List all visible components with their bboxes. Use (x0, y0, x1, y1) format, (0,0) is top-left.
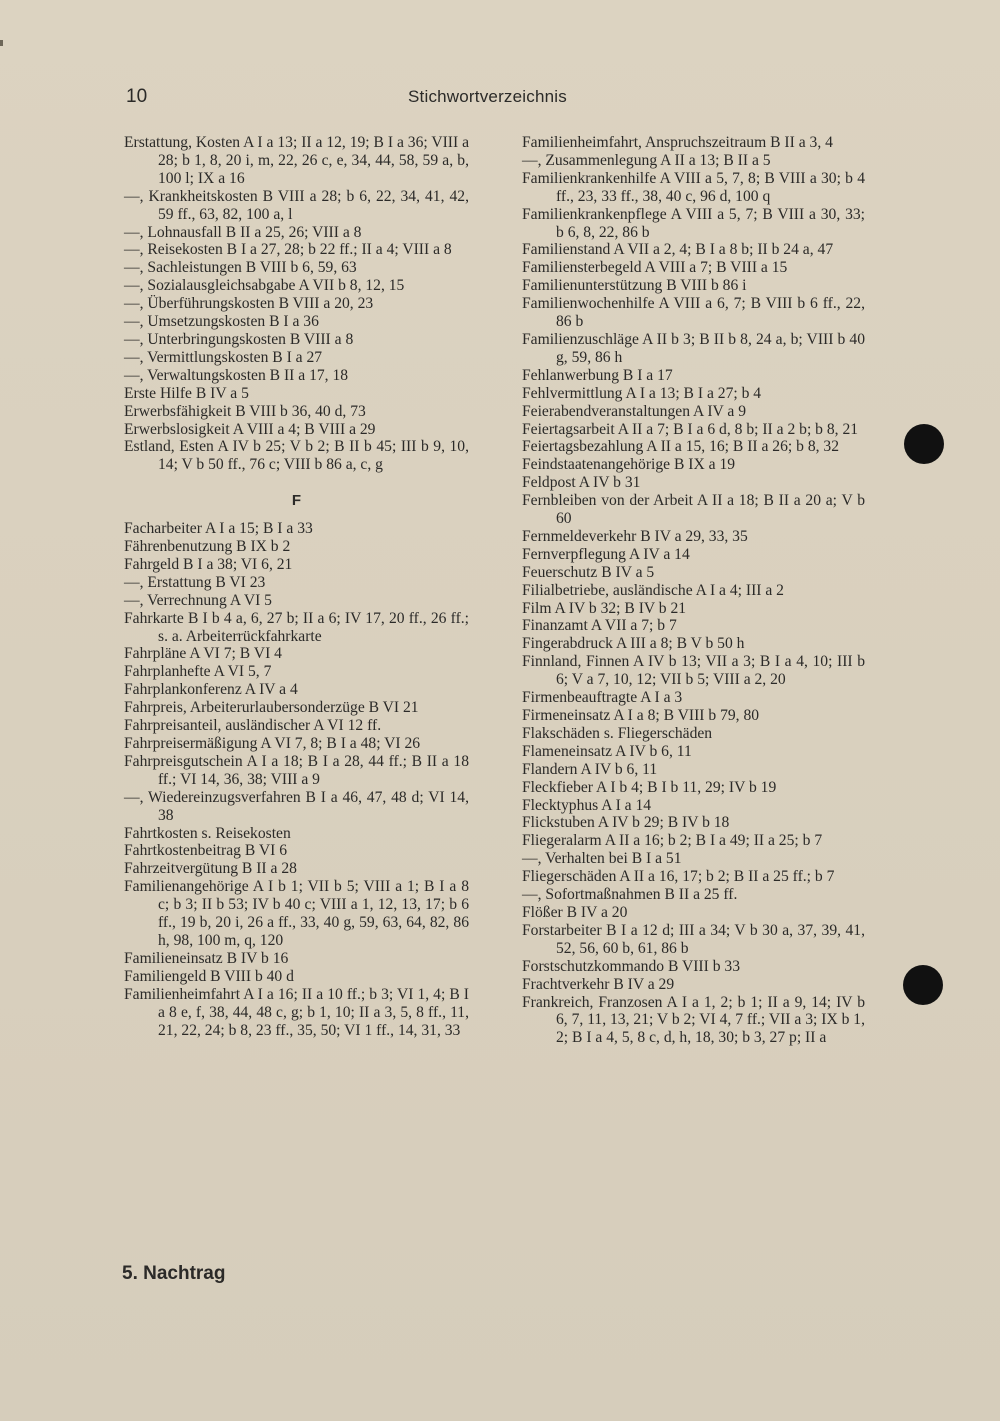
index-entry: Feiertagsbezahlung A II a 15, 16; B II a 26; b 8, 32 (522, 438, 840, 456)
index-entry: Frankreich, Franzosen A I a 1, 2; b 1; II a 9, 14; IV b 6, 7, 11, 13, 21; V b 2; VI 4, 7 ff.; VII a 3; IX b 1, 2; B I a 4, 5, 8 c, d, h, 18, 30; b 3, 27 p; II a (522, 993, 865, 1047)
index-entry: Familiensterbegeld A VIII a 7; B VIII a 15 (522, 259, 788, 277)
index-entry: Feindstaatenangehörige B IX a 19 (522, 456, 736, 474)
index-entry: —, Reisekosten B I a 27, 28; b 22 ff.; II a 4; VIII a 8 (124, 241, 452, 259)
index-entry: Fliegerschäden A II a 16, 17; b 2; B II a 25 ff.; b 7 (522, 868, 835, 886)
index-entry: Familieneinsatz B IV b 16 (124, 949, 289, 967)
index-entry: Familiengeld B VIII b 40 d (124, 967, 294, 985)
index-entry: Fahrpreisermäßigung A VI 7, 8; B I a 48; VI 26 (124, 735, 421, 752)
index-entry: Fahrpreisgutschein A I a 18; B I a 28, 44 ff.; B II a 18 ff.; VI 14, 36, 38; VIII a 9 (124, 752, 469, 788)
running-head: Stichwortverzeichnis (408, 87, 567, 106)
index-entry: Erwerbslosigkeit A VIII a 4; B VIII a 29 (124, 420, 376, 438)
index-entry: —, Sachleistungen B VIII b 6, 59, 63 (124, 259, 357, 277)
index-column-left (124, 134, 469, 1039)
index-entry: Fahrtkostenbeitrag B VI 6 (124, 842, 287, 860)
index-entry: —, Wiedereinzugsverfahren B I a 46, 47, 48 d; VI 14, 38 (124, 788, 469, 824)
index-entry: Fahrpreis, Arbeiterurlaubersonderzüge B VI 21 (124, 699, 419, 717)
index-entry: Fahrgeld B I a 38; VI 6, 21 (124, 555, 293, 573)
index-entry: Estland, Esten A IV b 25; V b 2; B II b 45; III b 9, 10, 14; V b 50 ff., 76 c; VIII b 86 a, c, g (124, 438, 469, 474)
index-column-right (522, 134, 865, 1047)
footer-label: 5. Nachtrag (122, 1263, 226, 1284)
index-entry: Flickstuben A IV b 29; B IV b 18 (522, 814, 730, 832)
index-entry: Erste Hilfe B IV a 5 (124, 384, 249, 402)
index-entry: Fahrpläne A VI 7; B VI 4 (124, 645, 282, 663)
index-entry: Fahrpreisanteil, ausländischer A VI 12 ff. (124, 717, 382, 735)
index-entry: Feuerschutz B IV a 5 (522, 563, 655, 581)
index-entry: Fernverpflegung A IV a 14 (522, 545, 690, 563)
index-entry: Feldpost A IV b 31 (522, 474, 641, 492)
index-entry: Finanzamt A VII a 7; b 7 (522, 617, 677, 635)
index-entry: Familienkrankenpflege A VIII a 5, 7; B VIII a 30, 33; b 6, 8, 22, 86 b (522, 205, 865, 241)
index-entry: Flößer B IV a 20 (522, 903, 628, 921)
index-entry: —, Sofortmaßnahmen B II a 25 ff. (522, 886, 738, 904)
index-entry: Flandern A IV b 6, 11 (522, 760, 658, 778)
index-entry: Fernbleiben von der Arbeit A II a 18; B II a 20 a; V b 60 (522, 492, 865, 528)
index-entry: Erstattung, Kosten A I a 13; II a 12, 19; B I a 36; VIII a 28; b 1, 8, 20 i, m, 22, 26 c, e, 34, 44, 58, 59 a, b, 100 l; IX a 16 (124, 134, 469, 187)
index-entry: Film A IV b 32; B IV b 21 (522, 599, 687, 617)
index-entry: Forstarbeiter B I a 12 d; III a 34; V b 30 a, 37, 39, 41, 52, 56, 60 b, 61, 86 b (522, 921, 865, 957)
index-entry: Feierabendveranstaltungen A IV a 9 (522, 402, 747, 420)
index-entry: Familienheimfahrt A I a 16; II a 10 ff.; b 3; VI 1, 4; B I a 8 e, f, 38, 44, 48 c, g; b 1, 10; II a 3, 5, 8 ff., 11, 21, 22, 24; b 8, 23 ff., 35, 50; VI 1 ff., 14, 31, 33 (124, 985, 469, 1039)
index-entry: Flakschäden s. Fliegerschäden (522, 724, 713, 742)
index-entry: Fliegeralarm A II a 16; b 2; B I a 49; II a 25; b 7 (522, 832, 823, 850)
index-entry: Familienheimfahrt, Anspruchszeitraum B II a 3, 4 (522, 134, 833, 151)
index-entry: Firmeneinsatz A I a 8; B VIII b 79, 80 (522, 707, 760, 724)
index-entry: —, Unterbringungskosten B VIII a 8 (124, 330, 354, 348)
index-entry: Fahrtkosten s. Reisekosten (124, 824, 291, 842)
index-entry: —, Umsetzungskosten B I a 36 (124, 313, 319, 331)
index-entry: —, Überführungskosten B VIII a 20, 23 (124, 295, 374, 313)
punch-hole (903, 965, 943, 1005)
index-entry: Filialbetriebe, ausländische A I a 4; III a 2 (522, 581, 784, 599)
index-entry: Firmenbeauftragte A I a 3 (522, 689, 683, 707)
index-entry: Fehlvermittlung A I a 13; B I a 27; b 4 (522, 384, 762, 402)
index-entry: Familienwochenhilfe A VIII a 6, 7; B VIII b 6 ff., 22, 86 b (522, 295, 865, 331)
index-entry: —, Verwaltungskosten B II a 17, 18 (124, 366, 349, 384)
index-entry: Erwerbsfähigkeit B VIII b 36, 40 d, 73 (124, 402, 366, 420)
page-number: 10 (126, 86, 148, 107)
section-letter: F (291, 492, 302, 510)
index-entry: Fahrplankonferenz A IV a 4 (124, 681, 298, 699)
index-entry: Flameneinsatz A IV b 6, 11 (522, 742, 692, 760)
punch-hole (904, 424, 944, 464)
index-entry: Feiertagsarbeit A II a 7; B I a 6 d, 8 b; II a 2 b; b 8, 21 (522, 420, 859, 438)
edge-mark (0, 40, 3, 46)
entries-right (522, 134, 865, 1047)
index-entry: —, Verhalten bei B I a 51 (522, 850, 682, 868)
index-entry: Familienzuschläge A II b 3; B II b 8, 24 a, b; VIII b 40 g, 59, 86 h (522, 330, 865, 366)
index-entry: Fernmeldeverkehr B IV a 29, 33, 35 (522, 527, 748, 545)
index-entry: Facharbeiter A I a 15; B I a 33 (124, 520, 313, 538)
index-entry: —, Lohnausfall B II a 25, 26; VIII a 8 (124, 223, 362, 241)
entries-before-section (124, 134, 469, 474)
entries-after-section (124, 520, 469, 1039)
index-entry: Familienunterstützung B VIII b 86 i (522, 277, 747, 295)
index-entry: Familienstand A VII a 2, 4; B I a 8 b; II b 24 a, 47 (522, 241, 834, 259)
index-entry: —, Sozialausgleichsabgabe A VII b 8, 12, 15 (124, 277, 405, 295)
index-entry: Fingerabdruck A III a 8; B V b 50 h (522, 635, 745, 653)
index-entry: —, Erstattung B VI 23 (124, 573, 266, 591)
index-entry: —, Verrechnung A VI 5 (124, 591, 272, 609)
index-entry: —, Vermittlungskosten B I a 27 (124, 348, 323, 366)
index-entry: Familienkrankenhilfe A VIII a 5, 7, 8; B VIII a 30; b 4 ff., 23, 33 ff., 38, 40 c, 96 d, 100 q (522, 169, 865, 205)
index-entry: Finnland, Finnen A IV b 13; VII a 3; B I a 4, 10; III b 6; V a 7, 10, 12; VII b 5; VIII a 2, 20 (522, 653, 865, 689)
index-entry: —, Zusammenlegung A II a 13; B II a 5 (522, 151, 771, 169)
index-entry: Forstschutzkommando B VIII b 33 (522, 957, 741, 975)
index-entry: Flecktyphus A I a 14 (522, 796, 652, 814)
index-entry: Fehlanwerbung B I a 17 (522, 366, 673, 384)
index-entry: Frachtverkehr B IV a 29 (522, 975, 675, 993)
index-entry: Fahrkarte B I b 4 a, 6, 27 b; II a 6; IV 17, 20 ff., 26 ff.; s. a. Arbeiterrückfahrkarte (124, 609, 469, 645)
index-entry: Fährenbenutzung B IX b 2 (124, 538, 291, 556)
index-entry: Fahrplanhefte A VI 5, 7 (124, 663, 272, 681)
index-entry: Fahrzeitvergütung B II a 28 (124, 860, 297, 878)
index-entry: —, Krankheitskosten B VIII a 28; b 6, 22, 34, 41, 42, 59 ff., 63, 82, 100 a, l (124, 187, 469, 223)
index-entry: Fleckfieber A I b 4; B I b 11, 29; IV b 19 (522, 778, 777, 796)
index-entry: Familienangehörige A I b 1; VII b 5; VIII a 1; B I a 8 c; b 3; II b 53; IV b 40 c; VIII a 1, 12, 13, 17; b 6 ff., 19 b, 20 i, 26 a ff., 33, 40 g, 59, 63, 64, 82, 86 h, 98, 100 m, q, 120 (124, 878, 469, 949)
